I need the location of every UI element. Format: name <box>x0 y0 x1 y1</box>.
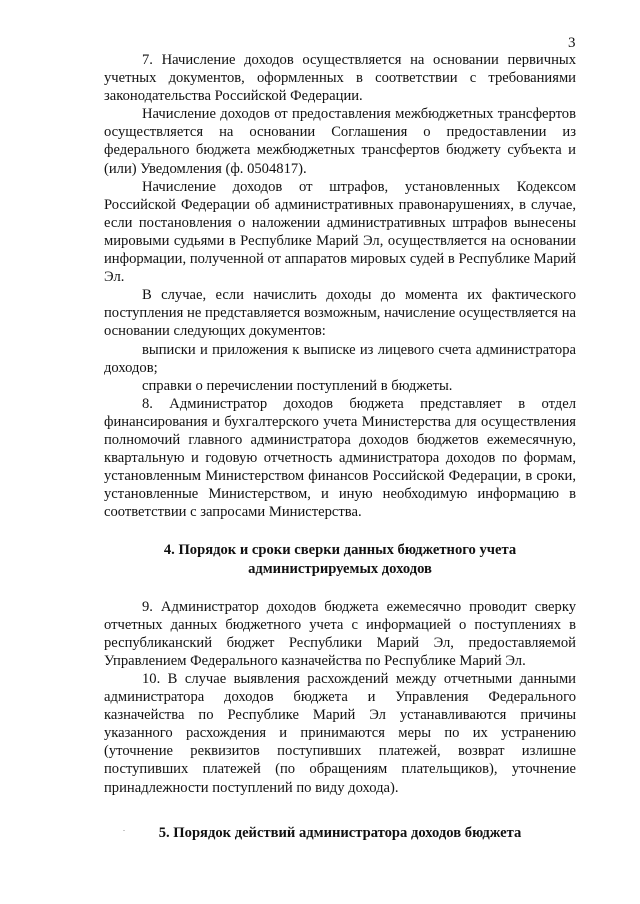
paragraph-documents-intro: В случае, если начислить доходы до момента их фактического поступления не представляется возможным, начисление осуществляется на основании следующих документов: <box>104 287 576 340</box>
paragraph-8: 8. Администратор доходов бюджета представляет в отдел финансирования и бухгалтерского учета Министерства для осуществления полномочий главного администратора доходов бюджетов ежемесячную, квартальную и годовую отчетность администратора доходов по формам, установленным Министерством финансов Российской Федерации, в сроки, установленные Министерством, и иную необходимую информацию в соответствии с запросами Министерства. <box>104 395 576 521</box>
section-4-heading-line-1: 4. Порядок и сроки сверки данных бюджетного учета <box>163 542 517 559</box>
scan-speck <box>123 830 125 831</box>
paragraph-transfers: Начисление доходов от предоставления межбюджетных трансфертов осуществляется на основании Соглашения о предоставлении из федерального бюджета межбюджетных трансфертов бюджету субъекта и (или) Уведомления (ф. 0504817). <box>104 106 576 177</box>
paragraph-certificate: справки о перечислении поступлений в бюджеты. <box>142 377 453 394</box>
document-body <box>104 51 576 842</box>
paragraph-fines: Начисление доходов от штрафов, установленных Кодексом Российской Федерации об административных правонарушениях, в случае, если постановления о наложении административных штрафов вынесены мировыми судьями в Республике Марий Эл, осуществляется на основании информации, полученной от аппаратов мировых судей в Республике Марий Эл. <box>104 178 576 286</box>
paragraph-9: 9. Администратор доходов бюджета ежемесячно проводит сверку отчетных данных бюджетного учета с информацией о поступлениях в республиканский бюджет Республики Марий Эл, предоставляемой Управлением Федерального казначейства по Республике Марий Эл. <box>104 598 576 669</box>
paragraph-7: 7. Начисление доходов осуществляется на основании первичных учетных документов, оформленных в соответствии с требованиями законодательства Российской Федерации. <box>104 52 576 105</box>
paragraph-statement: выписки и приложения к выписке из лицевого счета администратора доходов; <box>104 341 576 376</box>
section-4-heading-line-2: администрируемых доходов <box>248 560 432 577</box>
section-5-heading: 5. Порядок действий администратора доходов бюджета <box>158 824 522 841</box>
paragraph-10: 10. В случае выявления расхождений между отчетными данными администратора доходов бюджета и Управления Федерального казначейства по Республике Марий Эл устанавливаются причины указанного расхождения и принимаются меры по их устранению (уточнение реквизитов поступивших платежей, возврат излишне поступивших платежей (по обращениям плательщиков), уточнение принадлежности поступлений по виду дохода). <box>104 671 576 796</box>
page-number: 3 <box>568 35 576 51</box>
section-4-heading <box>104 541 576 577</box>
